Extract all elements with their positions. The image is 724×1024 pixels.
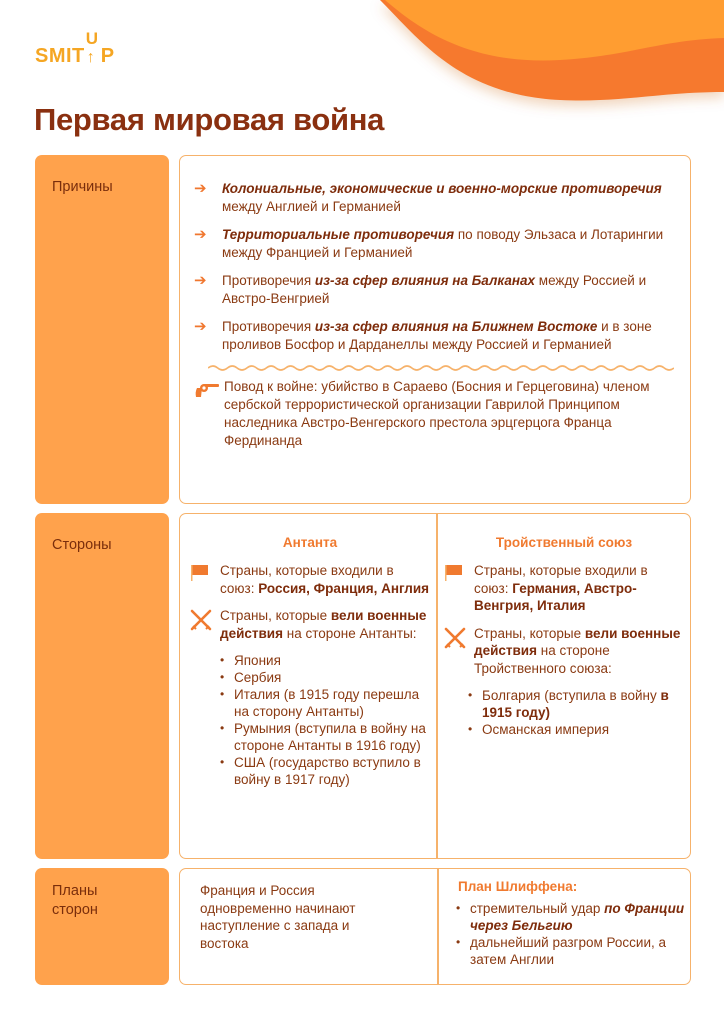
war-pretext [194,378,674,450]
entente-fought [190,607,430,642]
list-item: • Румыния (вступила в войну на стороне Антанты в 1916 году) [220,720,430,754]
cause-text [222,318,674,354]
arrow-up-icon: ↑ [86,49,96,66]
sides-content-box [179,513,691,859]
members-prefix: Страны, которые входили в союз: [474,563,648,596]
list-item: • дальнейший разгром России, а затем Англии [456,934,692,968]
members-prefix: Страны, которые входили в союз: [220,563,394,596]
revolver-icon [194,378,224,403]
sides-label-box [35,513,169,859]
list-item: • Османская империя [468,721,684,738]
pretext-text: Повод к войне: убийство в Сараево (Босния и Герцеговина) членом сербской террористической организации Гаврилой Принципом наследника Австро-Венгерского престола эрцгерцога Франца Фердинанда [224,379,650,448]
schlieffen-plan-title: План Шлиффена: [458,879,578,894]
cause-emphasis: из-за сфер влияния на Балканах [314,273,536,288]
causes-label: Причины [52,179,113,195]
cause-emphasis: Территориальные противоречия [222,227,455,242]
members-countries: Германия, Австро-Венгрия, Италия [474,580,637,613]
arrow-right-icon: ➔ [194,180,207,197]
schlieffen-plan-list [456,900,692,968]
page-title: Первая мировая война [34,102,385,137]
logo-prefix: SMIT [35,45,85,67]
cause-emphasis: Колониальные, экономические и военно-морские противоречия [222,181,662,196]
cause-lead: Противоречия [222,273,315,288]
plans-label: Планы сторон [52,883,98,918]
flag-icon [190,562,220,587]
fought-suffix: на стороне Антанты: [282,625,417,641]
entente-plan-text: Франция и Россия одновременно начинают наступление с запада и востока [200,883,356,951]
list-item: • Италия (в 1915 году перешла на сторону Антанты) [220,686,430,720]
arrow-right-icon: ➔ [194,226,207,243]
cause-text [222,272,674,308]
triple-fought-list [468,687,684,738]
list-item-text: стремительный удар [470,901,605,916]
entente-members-text [220,562,430,597]
entente-members [190,562,430,597]
plans-section [35,868,691,985]
members-countries: Россия, Франция, Англия [258,580,430,596]
arrow-right-icon: ➔ [194,318,207,335]
wavy-divider [208,364,674,372]
cause-text [222,180,674,216]
triple-fought-text [474,625,684,678]
cause-rest: между Россией и Австро-Венгрией [222,273,647,306]
causes-label-box [35,155,169,504]
logo-suffix: P [100,45,115,67]
causes-content-box [179,155,691,504]
sides-label: Стороны [52,537,112,553]
plans-label-box [35,868,169,985]
list-item: • Япония [220,652,430,669]
entente-column [190,514,430,858]
column-divider [437,869,439,984]
triple-fought [444,625,684,678]
logo-up-letter: U [85,29,99,48]
cause-lead: Противоречия [222,319,315,334]
cause-item [194,180,674,216]
fought-suffix: на стороне Тройственного союза: [474,643,612,676]
arrow-right-icon: ➔ [194,272,207,289]
entente-title: Антанта [282,535,338,550]
cause-emphasis: из-за сфер влияния на Ближнем Востоке [314,319,598,334]
cause-item [194,318,674,354]
fought-prefix: Страны, которые [474,625,585,641]
list-item [468,687,684,721]
logo-up-mark [85,29,101,66]
cause-rest: и в зоне проливов Босфор и Дарданеллы между Россией и Германией [222,319,652,352]
schlieffen-plan [456,902,692,968]
fought-emphasis: вели военные действия [474,625,681,658]
triple-members [444,562,684,615]
causes-section [35,155,691,504]
triple-alliance-column [444,514,684,858]
fought-prefix: Страны, которые [220,608,331,623]
crossed-swords-icon [444,625,474,654]
list-item [456,900,692,934]
plans-content-box [179,868,691,985]
list-item-emphasis: по Франции через Бельгию [470,901,685,933]
list-item-text: Болгария (вступила в войну [482,688,661,703]
cause-item [194,272,674,308]
smitup-logo [35,29,115,67]
list-item: • США (государство вступило в войну в 1917 году) [220,754,430,788]
cause-rest: по поводу Эльзаса и Лотарингии между Францией и Германией [222,227,664,260]
sides-section [35,513,691,859]
flag-icon [444,562,474,587]
column-divider [436,514,438,858]
list-item: • Сербия [220,669,430,686]
fought-emphasis: вели военные действия [220,608,427,641]
list-item-emphasis: в 1915 году) [482,688,669,720]
entente-fought-text [220,607,430,642]
entente-fought-list [220,652,430,788]
cause-item [194,226,674,262]
triple-members-text [474,562,684,615]
triple-alliance-title: Тройственный союз [495,535,633,550]
cause-rest: между Англией и Германией [222,199,401,214]
cause-text [222,226,674,262]
crossed-swords-icon [190,607,220,636]
